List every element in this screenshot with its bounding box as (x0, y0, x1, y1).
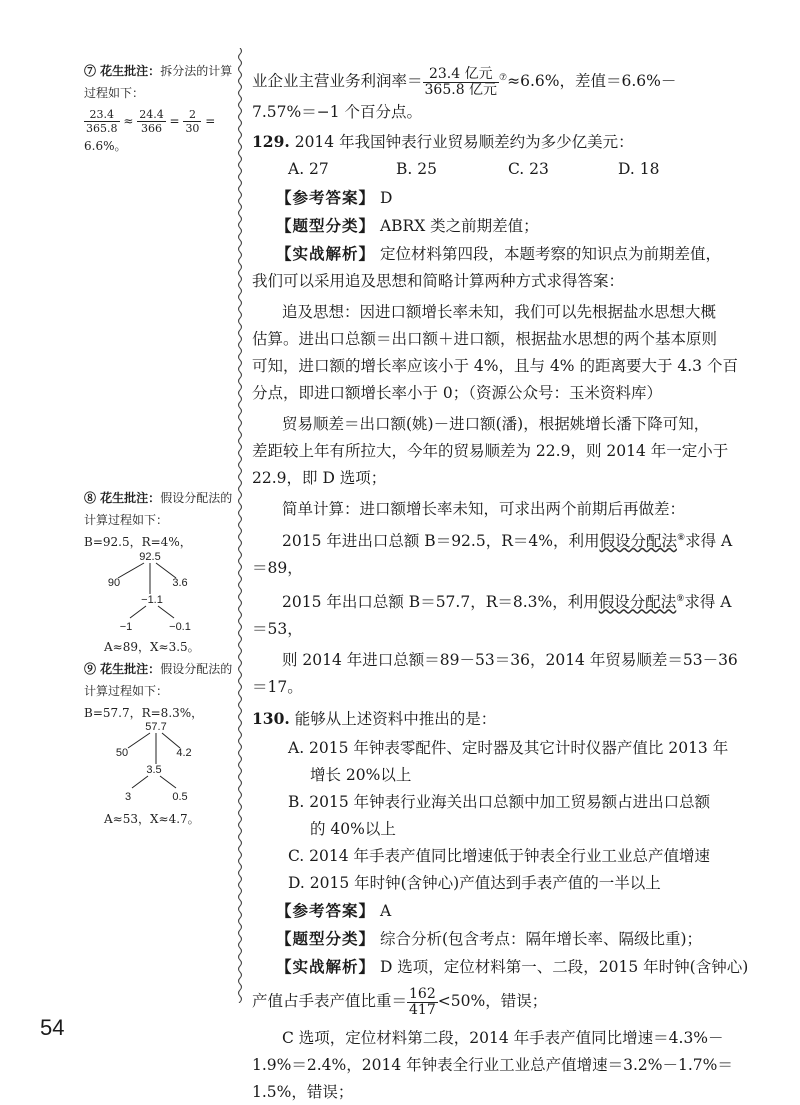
q130-type: 【题型分类】 综合分析(包含考点：隔年增长率、隔级比重)； (276, 929, 703, 949)
q130-option-a[interactable]: A. 2015 年钟表零配件、定时器及其它计时仪器产值比 2013 年 增长 20%以上 (288, 739, 729, 785)
q129-analysis-line: 贸易顺差＝出口额(姚)－进口额(潘)，根据姚增长潘下降可知， (282, 415, 710, 433)
note-7-line-1: ⑦ 花生批注：拆分法的计算 (84, 64, 233, 78)
q129-option-a[interactable]: A. 27 (288, 160, 329, 178)
note-7-formula: $\frac{23.4}{365.8}$ ≈ $\frac{24.4}{366}$ = $\frac{2}{30}$ = (86, 108, 216, 135)
q129-analysis-line: ＝53， (252, 620, 303, 639)
note-7-fraction-3: $\frac{2}{30}$ (185, 108, 200, 135)
tree-9-mid: 3.5 (146, 764, 162, 776)
q129-analysis-line: 22.9，即 D 选项； (252, 469, 387, 487)
q129-analysis-line: 2015 年出口总额 B＝57.7，R＝8.3%，利用假设分配法⑨求得 A (282, 593, 732, 612)
q130-answer: 【参考答案】 A (276, 901, 392, 921)
intro-line-2: 7.57%＝−1 个百分点。 (252, 103, 423, 121)
q129-analysis-line: 可知，进口额的增长率应该小于 4%，且与 4% 的距离要大于 4.3 个百 (252, 357, 738, 375)
q129-answer: 【参考答案】 D (276, 188, 393, 207)
q129-option-d[interactable]: D. 18 (618, 160, 660, 178)
q130-analysis-line: 1.9%＝2.4%，2014 年钟表全行业工业总产值增速＝3.2%－1.7%＝ (252, 1056, 733, 1075)
tree-8-ll: −1 (119, 621, 133, 633)
sidebar-note-7 (84, 60, 234, 157)
page-number: 54 (40, 1015, 65, 1040)
note-9-title: ⑨ 花生批注： (84, 662, 161, 676)
note-7-fraction-2: $\frac{24.4}{366}$ (139, 108, 164, 135)
q129-analysis-line: ＝89， (252, 559, 303, 578)
q129-analysis-line: 2015 年进出口总额 B＝92.5，R＝4%，利用假设分配法⑧求得 A (282, 532, 733, 551)
note-9-given: B=57.7，R=8.3%， (84, 706, 204, 720)
q129-option-b[interactable]: B. 25 (396, 160, 437, 178)
intro-line-1: 业企业主营业务利润率＝ $\frac{\text{23.4 亿元}}{\text{365.8 亿元}}$ ⑦≈6.6%，差值＝6.6%－ (252, 65, 677, 98)
sidebar-note-8 (84, 487, 234, 553)
note-7-title: ⑦ 花生批注： (84, 64, 161, 78)
q130-analysis-line: C 选项，定位材料第二段，2014 年手表产值同比增速＝4.3%－ (282, 1029, 724, 1048)
q130-stem: 130. 能够从上述资料中推出的是： (252, 709, 497, 729)
sidebar-note-9 (84, 658, 234, 724)
tree-8-right: 3.6 (172, 577, 188, 589)
q130-option-b[interactable]: B. 2015 年钟表行业海关出口总额中加工贸易额占进出口总额 的 40%以上 (288, 793, 711, 839)
allocation-method-link-9: 假设分配法 (598, 593, 677, 612)
q129-analysis-line: 追及思想：因进口额增长率未知，我们可以先根据盐水思想大概 (282, 303, 717, 321)
tree-8-rr: −0.1 (169, 621, 191, 633)
note-8-allocation-tree (100, 548, 220, 638)
note-8-line-1: ⑧ 花生批注：假设分配法的 (84, 491, 233, 505)
note-8-line-2: 计算过程如下： (84, 513, 169, 527)
tree-9-left: 50 (115, 747, 129, 759)
q130-option-c[interactable]: C. 2014 年手表产值同比增速低于钟表全行业工业总产值增速 (288, 847, 711, 866)
tree-8-left: 90 (107, 577, 121, 589)
q129-analysis-line: 简单计算：进口额增长率未知，可求出两个前期后再做差： (282, 500, 686, 518)
q129-type: 【题型分类】 ABRX 类之前期差值； (276, 216, 539, 235)
q129-analysis-line: ＝17。 (252, 678, 303, 697)
q129-analysis-line: 我们可以采用追及思想和简略计算两种方式求得答案： (252, 272, 625, 290)
tree-9-right: 4.2 (176, 747, 192, 759)
wavy-divider (236, 48, 244, 1003)
tree-9-rr: 0.5 (172, 791, 188, 803)
tree-9-root: 57.7 (145, 721, 167, 733)
tree-8-mid: −1.1 (141, 594, 163, 606)
note-9-line-2: 计算过程如下： (84, 684, 169, 698)
note-7-fraction-1: $\frac{23.4}{365.8}$ (86, 108, 118, 135)
q129-analysis-line: 估算。进出口总额＝出口额＋进口额，根据盐水思想的两个基本原则 (252, 330, 718, 348)
q130-analysis: 【实战解析】 D 选项，定位材料第一、二段，2015 年时钟(含钟心) (276, 957, 749, 977)
q129-stem: 129. 2014 年我国钟表行业贸易顺差约为多少亿美元： (252, 132, 634, 151)
note-8-title: ⑧ 花生批注： (84, 491, 161, 505)
tree-9-ll: 3 (124, 791, 132, 803)
note-8-given: B=92.5，R=4%， (84, 535, 192, 549)
note-9-line-1: ⑨ 花生批注：假设分配法的 (84, 662, 233, 676)
q129-analysis-line: 差距较上年有所拉大，今年的贸易顺差为 22.9，则 2014 年一定小于 (252, 442, 729, 460)
q129-analysis: 【实战解析】 定位材料第四段，本题考察的知识点为前期差值， (276, 244, 721, 263)
q129-option-c[interactable]: C. 23 (508, 160, 549, 178)
note-8-result: A≈89，X≈3.5。 (104, 640, 200, 654)
q129-analysis-line: 分点，即进口额增长率小于 0；（资源公众号：玉米资料库） (252, 384, 663, 402)
q130-analysis-line: 1.5%，错误； (252, 1083, 354, 1102)
note-7-result: 6.6%。 (84, 139, 127, 153)
q129-analysis-line: 则 2014 年进口总额＝89－53＝36，2014 年贸易顺差＝53－36 (282, 651, 738, 670)
intro-fraction: $\frac{\text{23.4 亿元}}{\text{365.8 亿元}}$ (424, 65, 498, 98)
note-9-result: A≈53，X≈4.7。 (104, 812, 200, 826)
q130-option-d[interactable]: D. 2015 年时钟(含钟心)产值达到手表产值的一半以上 (288, 874, 661, 893)
q129-options (252, 155, 782, 183)
note-7-line-2: 过程如下： (84, 86, 145, 100)
allocation-method-link-8: 假设分配法 (599, 532, 677, 551)
main-column (252, 62, 782, 1105)
q130-analysis-line: 产值占手表产值比重＝ $\frac{162}{417}$ <50%，错误； (252, 985, 548, 1018)
q130-fraction: $\frac{162}{417}$ (409, 985, 436, 1018)
note-9-allocation-tree (100, 718, 220, 808)
tree-8-root: 92.5 (139, 551, 161, 563)
